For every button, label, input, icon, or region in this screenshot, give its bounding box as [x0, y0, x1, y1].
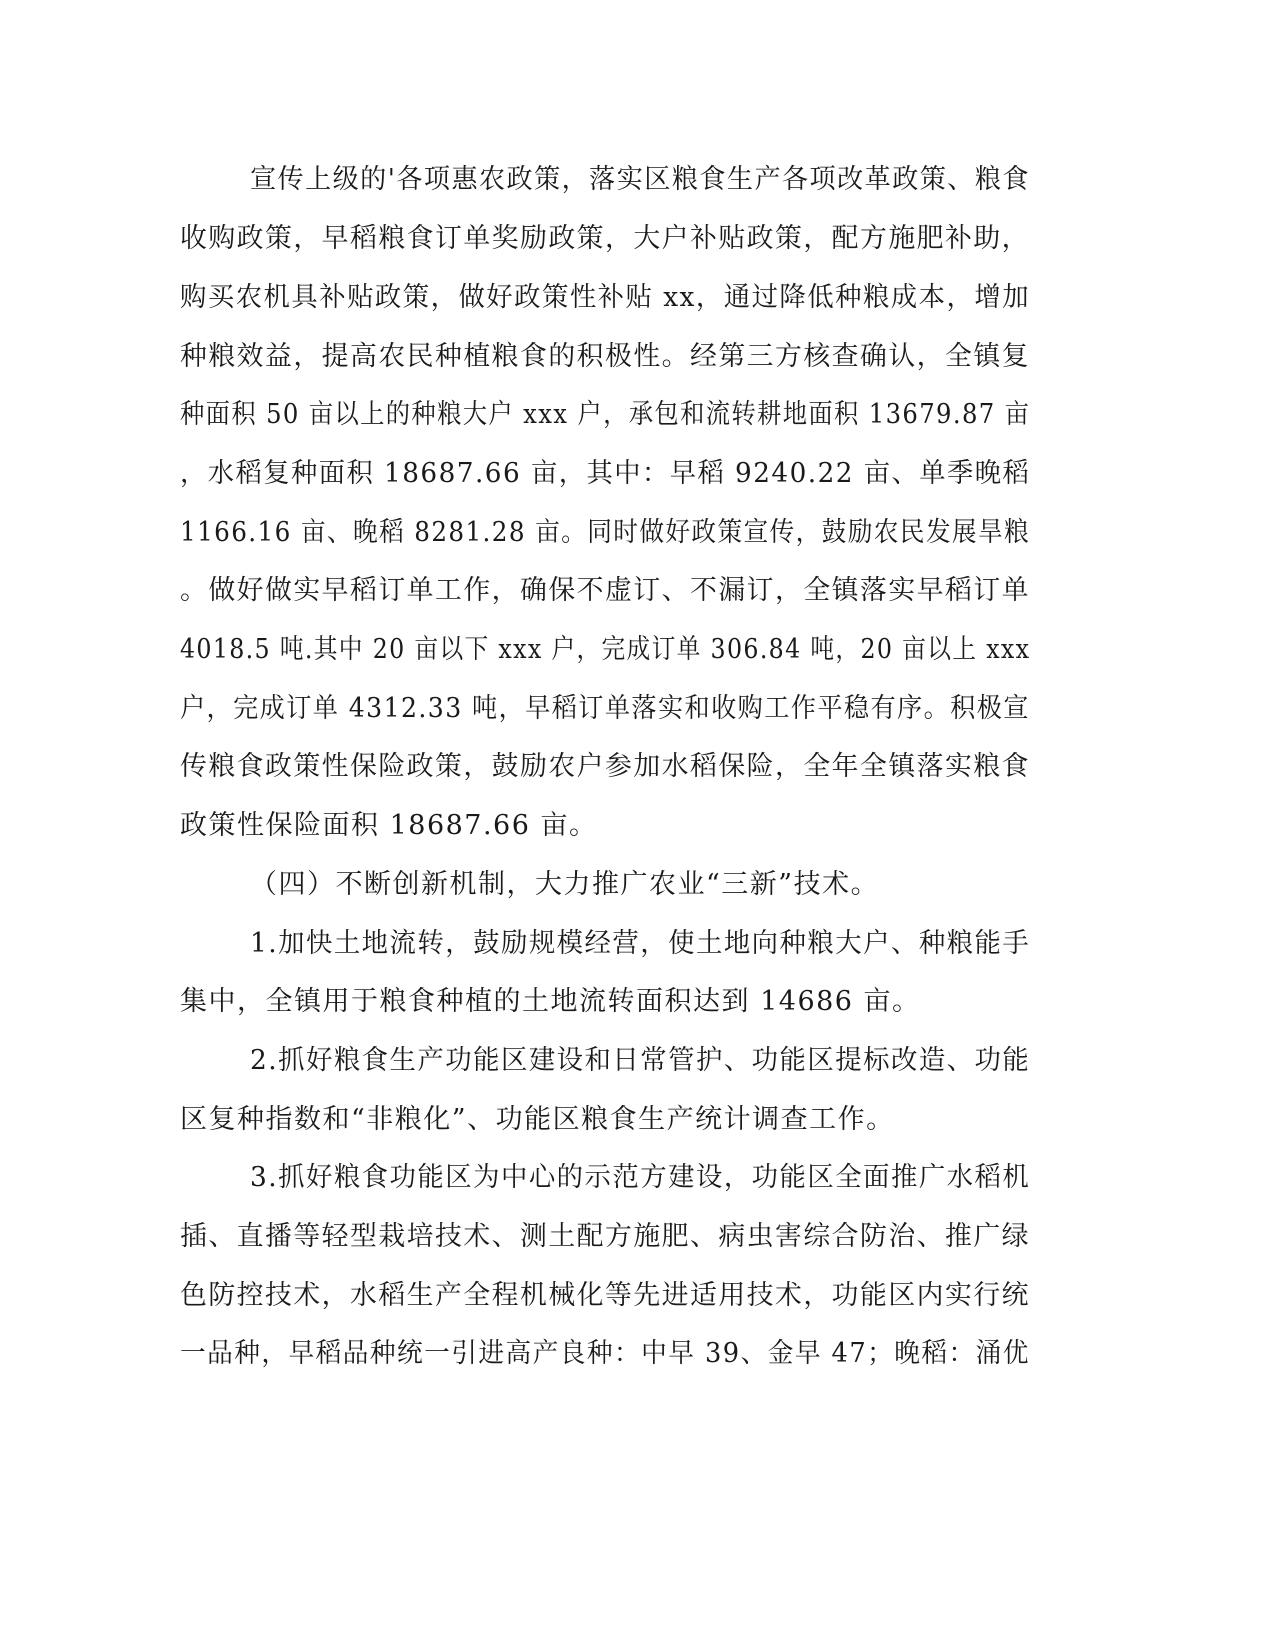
text-line: 政策性保险面积 18687.66 亩。	[180, 810, 598, 841]
text-line: 色防控技术，水稻生产全程机械化等先进适用技术，功能区内实行统	[180, 1280, 1030, 1311]
text-line: 。做好做实早稻订单工作，确保不虚订、不漏订，全镇落实早稻订单	[180, 575, 1030, 606]
text-line: 收购政策，早稻粮食订单奖励政策，大户补贴政策，配方施肥补助，	[180, 223, 1030, 254]
text-line: 3.抓好粮食功能区为中心的示范方建设，功能区全面推广水稻机	[250, 1162, 1031, 1193]
text-line: 种粮效益，提高农民种植粮食的积极性。经第三方核查确认，全镇复	[180, 341, 1030, 372]
text-line: 集中，全镇用于粮食种植的土地流转面积达到 14686 亩。	[180, 986, 921, 1017]
text-line: ，水稻复种面积 18687.66 亩，其中：早稻 9240.22 亩、单季晚稻	[180, 458, 1031, 489]
text-line: 插、直播等轻型栽培技术、测土配方施肥、病虫害综合防治、推广绿	[180, 1221, 1030, 1252]
text-line: 2.抓好粮食生产功能区建设和日常管护、功能区提标改造、功能	[250, 1045, 1031, 1076]
text-line: 区复种指数和“非粮化”、功能区粮食生产统计调查工作。	[180, 1104, 895, 1135]
text-line: 宣传上级的'各项惠农政策，落实区粮食生产各项改革政策、粮食	[250, 164, 1030, 195]
text-line: 购买农机具补贴政策，做好政策性补贴 xx，通过降低种粮成本，增加	[180, 282, 1031, 313]
text-line: 4018.5 吨.其中 20 亩以下 xxx 户，完成订单 306.84 吨，20 亩以上 xxx	[180, 634, 1031, 665]
text-line: 1166.16 亩、晚稻 8281.28 亩。同时做好政策宣传，鼓励农民发展旱粮	[180, 517, 1031, 548]
text-line: 户，完成订单 4312.33 吨，早稻订单落实和收购工作平稳有序。积极宣	[180, 693, 1030, 724]
text-line: 传粮食政策性保险政策，鼓励农户参加水稻保险，全年全镇落实粮食	[180, 751, 1030, 782]
section-heading: （四）不断创新机制，大力推广农业“三新”技术。	[250, 869, 880, 900]
text-line: 种面积 50 亩以上的种粮大户 xxx 户，承包和流转耕地面积 13679.87 亩	[180, 399, 1031, 430]
text-line: 1.加快土地流转，鼓励规模经营，使土地向种粮大户、种粮能手	[250, 928, 1031, 959]
text-line: 一品种，早稻品种统一引进高产良种：中早 39、金早 47；晚稻：涌优	[180, 1338, 1030, 1369]
